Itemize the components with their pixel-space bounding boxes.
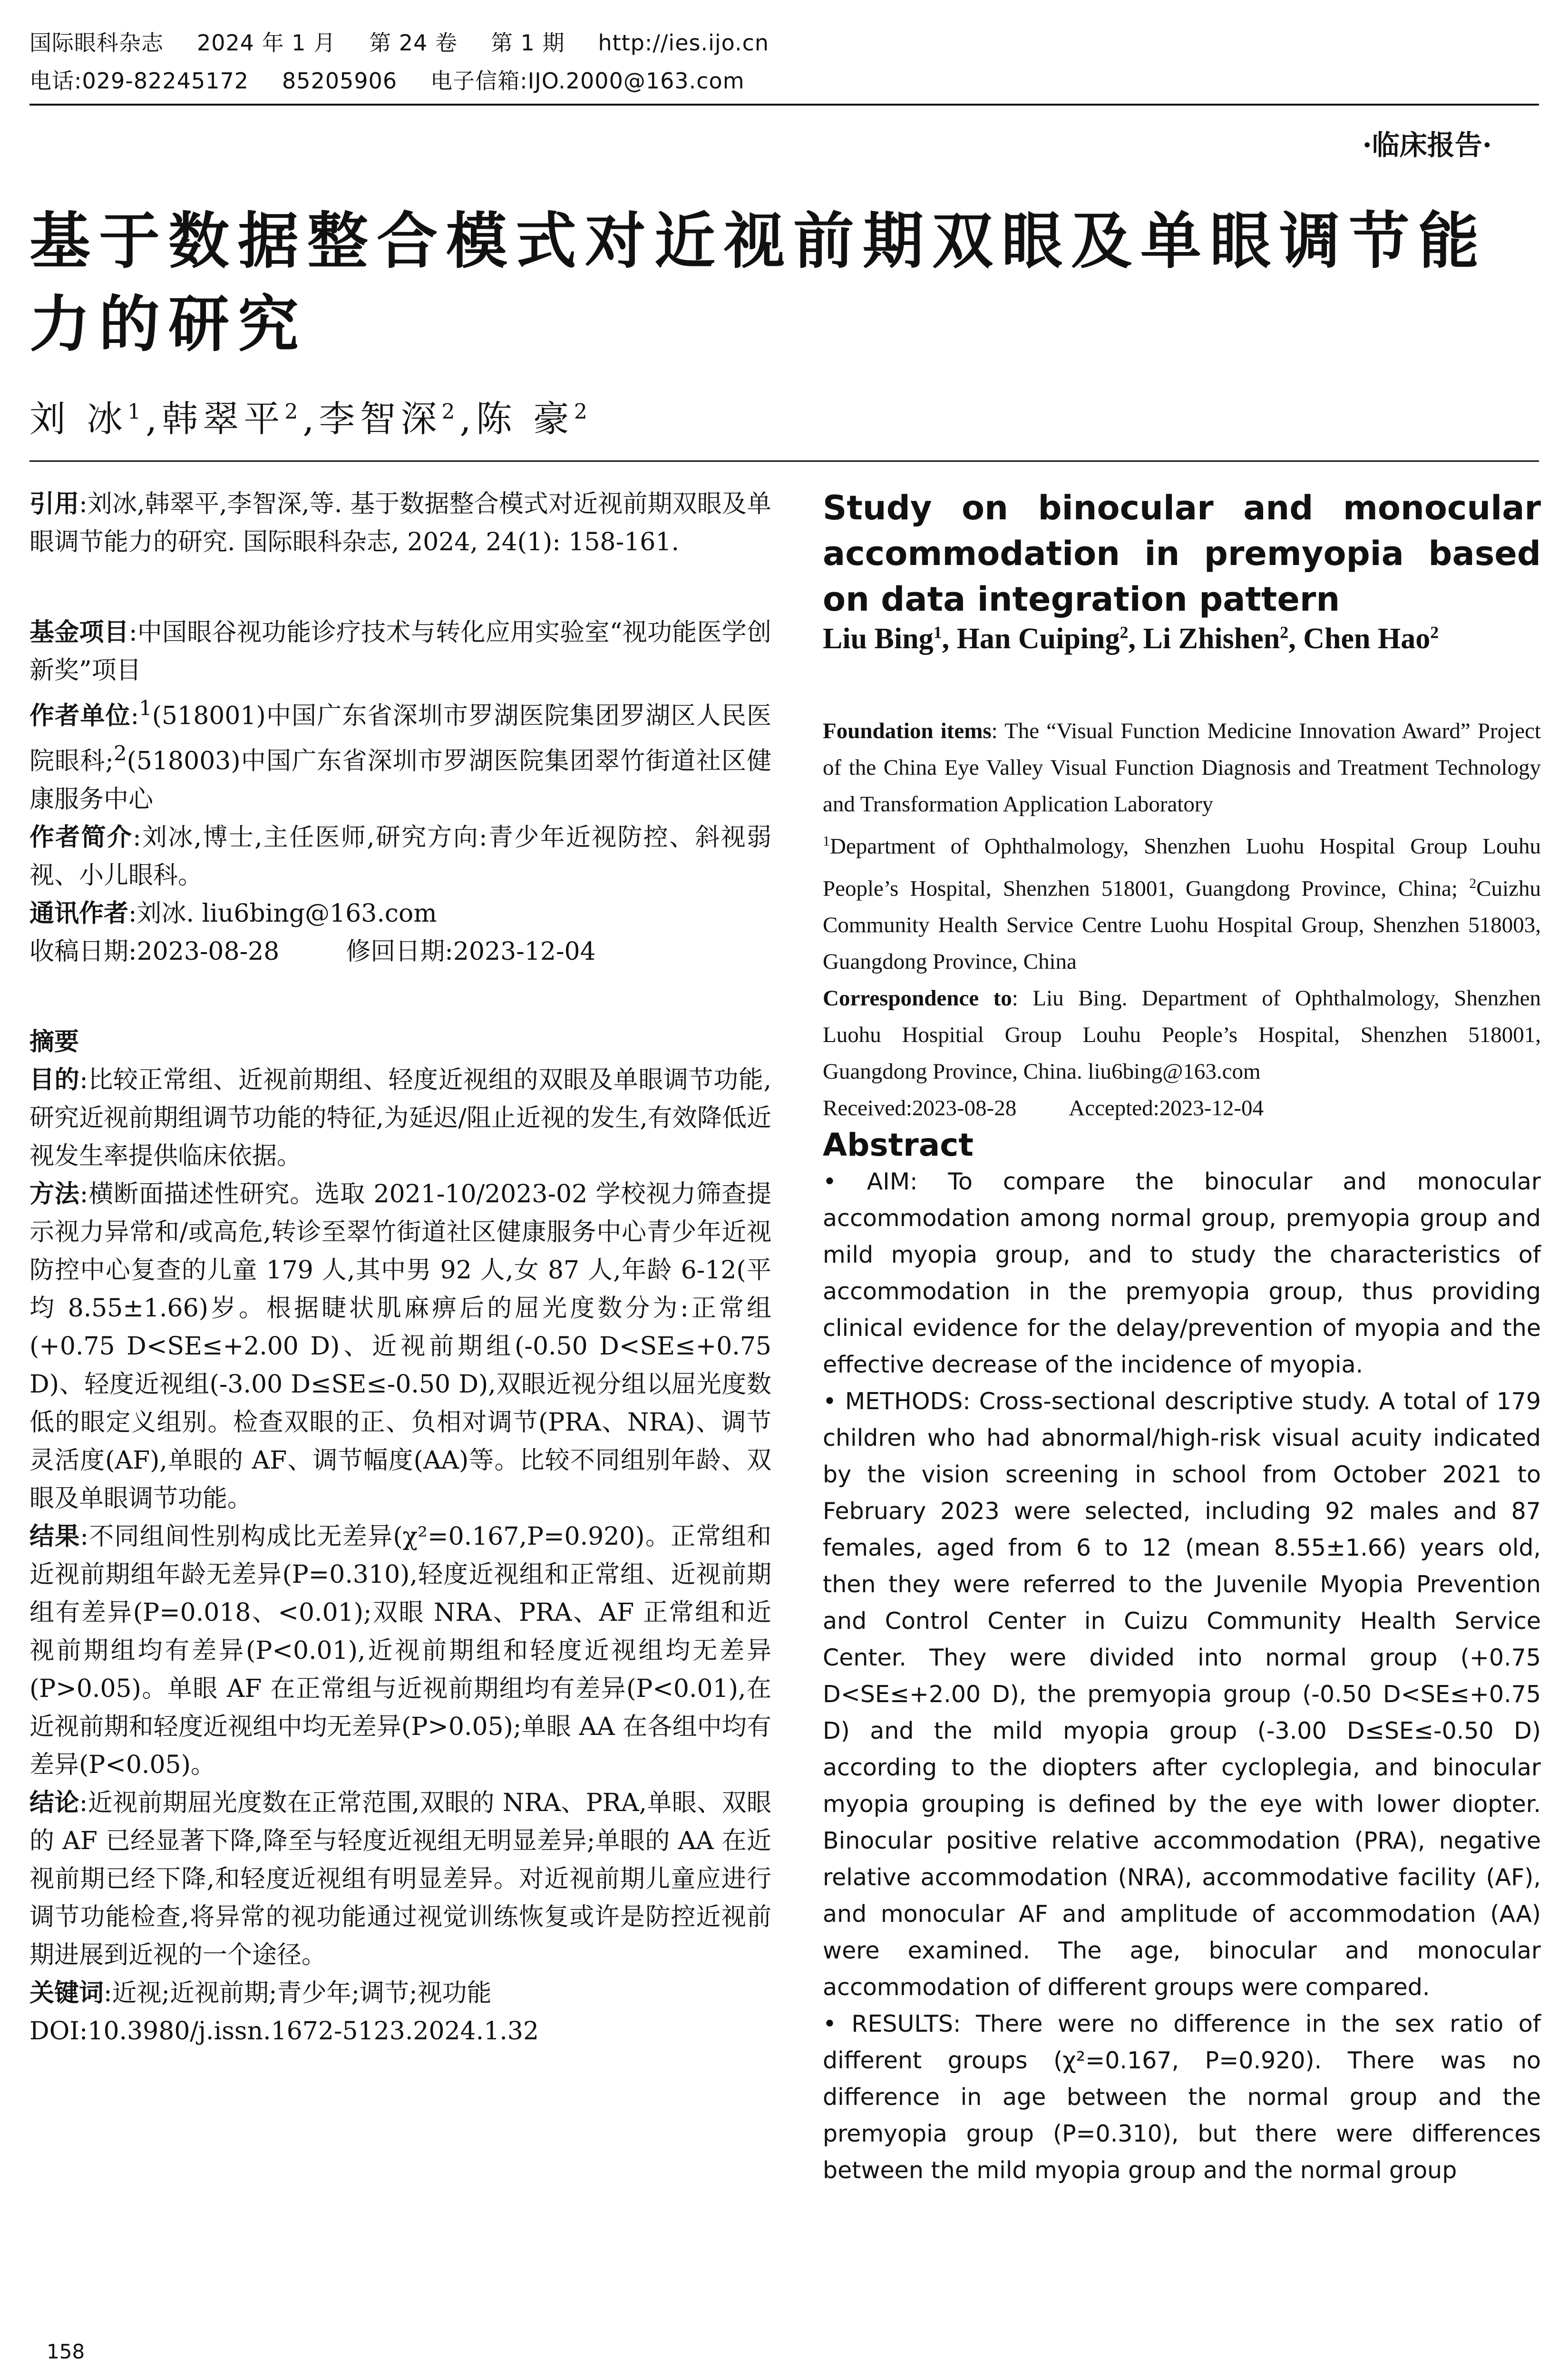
correspondence <box>29 895 771 933</box>
corr-text-en: : Liu Bing. Department of Ophthalmology, Shenzhen Luohu Hospitial Group Louhu People’s Hospital, Shenzhen 518001, Guangdong Province, China. liu6bing@163.com <box>823 986 1541 1084</box>
abstract-english <box>823 1163 1541 2189</box>
bio-label: 作者简介 <box>29 823 133 852</box>
aim-label: 目的 <box>29 1065 80 1094</box>
right-column <box>823 485 1541 2189</box>
left-column <box>29 485 771 2050</box>
phone-2: 85205906 <box>282 68 398 94</box>
methods-label: 方法 <box>29 1179 80 1208</box>
abstract-label: 摘要 <box>29 1027 79 1056</box>
results-label: 结果 <box>29 1522 80 1551</box>
authors-english: Liu Bing$^1$, Han Cuiping$^2$, Li Zhishen$^2$, Chen Hao$^2$ <box>823 623 1439 655</box>
fund-text: :中国眼谷视功能诊疗技术与转化应用实验室“视功能医学创新奖”项目 <box>29 618 771 685</box>
keywords-label: 关键词 <box>29 1978 104 2007</box>
citation-text: :刘冰,韩翠平,李智深,等. 基于数据整合模式对近视前期双眼及单眼调节能力的研究. 国际眼科杂志, 2024, 24(1): 158-161. <box>29 490 771 556</box>
affiliation-mark: 2 <box>1430 623 1439 642</box>
journal-name: 国际眼科杂志 <box>29 30 164 56</box>
affiliation-mark: 2 <box>114 742 127 766</box>
citation-label: 引用 <box>29 490 79 518</box>
author-name: 陈 豪 <box>476 398 574 440</box>
foundation-label: Foundation items <box>823 719 992 743</box>
header-rule <box>29 104 1539 106</box>
unit-text-1: (518001)中国广东省深圳市罗湖医院集团罗湖区人民医院眼科; <box>29 701 771 776</box>
doi[interactable]: DOI:10.3980/j.issn.1672-5123.2024.1.32 <box>29 2017 539 2046</box>
affiliation-mark: 2 <box>441 399 460 424</box>
correspondence-en <box>823 980 1541 1090</box>
affiliation-mark: 2 <box>1280 623 1289 642</box>
fund-label: 基金项目 <box>29 618 129 647</box>
journal-header-line2 <box>29 64 778 95</box>
foundation-en <box>823 713 1541 823</box>
unit-text-2: (518003)中国广东省深圳市罗湖医院集团翠竹街道社区健康服务中心 <box>29 747 771 814</box>
conclusion-text: :近视前期屈光度数在正常范围,双眼的 NRA、PRA,单眼、双眼的 AF 已经显著下降,降至与轻度近视组无明显差异;单眼的 AA 在近视前期已经下降,和轻度近视组有明显差异。对近视前期儿童应进行调节功能检查,将异常的视功能通过视觉训练恢复或许是防控近视前期进展到近视的一个途径。 <box>29 1788 771 1969</box>
title-rule <box>29 460 1539 462</box>
authors-chinese: 刘 冰$^1$,韩翠平$^2$,李智深$^2$,陈 豪$^2$ <box>29 398 592 440</box>
page-number: 158 <box>47 2340 85 2363</box>
bio-text: :刘冰,博士,主任医师,研究方向:青少年近视防控、斜视弱视、小儿眼科。 <box>29 823 771 890</box>
aim-cn <box>29 1061 771 1175</box>
corr-label-en: Correspondence to <box>823 986 1012 1011</box>
affiliation-1: Department of Ophthalmology, Shenzhen Luohu Hospital Group Louhu People’s Hospital, Shenzhen 518001, Guangdong Province, China; <box>823 834 1541 901</box>
author-name: 韩翠平 <box>162 398 285 440</box>
affiliation-2: Cuizhu Community Health Service Centre Luohu Hospital Group, Shenzhen 518003, Guangdong Province, China <box>823 876 1541 974</box>
affiliation-mark: 1 <box>933 623 942 642</box>
received-date-en: Received:2023-08-28 <box>823 1096 1017 1121</box>
affiliation-mark: 2 <box>284 399 303 424</box>
unit-label: 作者单位 <box>29 701 131 731</box>
keywords-cn <box>29 1974 771 2012</box>
author-name: Liu Bing <box>823 623 934 655</box>
author-name: Li Zhishen <box>1143 623 1280 655</box>
aim-en: • AIM: To compare the binocular and monocular accommodation among normal group, premyopia group and mild myopia group, and to study the characteristics of accommodation in the premyopia group, thus providing clinical evidence for the delay/prevention of myopia and the effective decrease of the incidence of myopia. <box>823 1168 1541 1379</box>
affiliation-mark: 1 <box>823 833 830 849</box>
journal-url[interactable]: http://ies.ijo.cn <box>598 30 769 56</box>
journal-header-line1 <box>29 26 802 57</box>
abstract-heading-cn <box>29 1023 771 1061</box>
unit-colon: : <box>130 701 139 731</box>
keywords-text: :近视;近视前期;青少年;调节;视功能 <box>104 1978 492 2007</box>
affiliation-mark: 1 <box>127 399 146 424</box>
author-name: 李智深 <box>319 398 442 440</box>
foundation-text: : The “Visual Function Medicine Innovation Award” Project of the China Eye Valley Visual Function Diagnosis and Treatment Technology and Transformation Application Laboratory <box>823 719 1541 817</box>
received-date: 收稿日期:2023-08-28 <box>29 937 280 966</box>
methods-text: :横断面描述性研究。选取 2021-10/2023-02 学校视力筛查提示视力异常和/或高危,转诊至翠竹街道社区健康服务中心青少年近视防控中心复查的儿童 179 人,其中男 92 人,女 87 人,年龄 6-12(平均 8.55±1.66)岁。根据睫状肌麻痹后的屈光度数分为:正常组(+0.75 D<SE≤+2.00 D)、近视前期组(-0.50 D<SE≤+0.75 D)、轻度近视组(-3.00 D≤SE≤-0.50 D),双眼近视分组以屈光度数低的眼定义组别。检查双眼的正、负相对调节(PRA、NRA)、调节灵活度(AF),单眼的 AF、调节幅度(AA)等。比较不同组别年龄、双眼及单眼调节功能。 <box>29 1179 771 1513</box>
journal-email[interactable]: 电子信箱:IJO.2000@163.com <box>430 68 745 94</box>
results-cn <box>29 1518 771 1784</box>
section-label: ·临床报告· <box>1362 129 1492 161</box>
affiliation-mark: 2 <box>574 399 592 424</box>
author-name: 刘 冰 <box>29 398 128 440</box>
metadata-english <box>823 713 1541 1127</box>
dates-en <box>823 1090 1541 1127</box>
title-chinese: 基于数据整合模式对近视前期双眼及单眼调节能力的研究 <box>29 205 1488 360</box>
conclusion-label: 结论 <box>29 1788 79 1817</box>
phone-1: 电话:029-82245172 <box>29 68 249 94</box>
volume: 第 24 卷 <box>369 30 458 56</box>
affiliation-mark: 2 <box>1469 875 1477 891</box>
abstract-heading-en: Abstract <box>823 1127 974 1164</box>
issue-number: 第 1 期 <box>490 30 565 56</box>
methods-cn <box>29 1175 771 1518</box>
revised-date: 修回日期:2023-12-04 <box>346 937 596 966</box>
author-bio <box>29 818 771 895</box>
results-en: • RESULTS: There were no difference in the sex ratio of different groups (χ²=0.167, P=0.920). There was no difference in age between the normal group and the premyopia group (P=0.310), but there were differences between the mild myopia group and the normal group <box>823 2010 1541 2184</box>
accepted-date-en: Accepted:2023-12-04 <box>1069 1096 1264 1121</box>
citation <box>29 485 771 561</box>
dates <box>29 933 771 971</box>
author-unit <box>29 690 771 818</box>
conclusion-cn <box>29 1784 771 1974</box>
fund <box>29 614 771 690</box>
affiliations-en <box>823 823 1541 980</box>
aim-text: :比较正常组、近视前期组、轻度近视组的双眼及单眼调节功能,研究近视前期组调节功能的特征,为延迟/阻止近视的发生,有效降低近视发生率提供临床依据。 <box>29 1065 771 1170</box>
affiliation-mark: 2 <box>1120 623 1129 642</box>
author-name: Chen Hao <box>1303 623 1431 655</box>
affiliation-mark: 1 <box>139 697 152 721</box>
issue-date: 2024 年 1 月 <box>197 30 336 56</box>
methods-en: • METHODS: Cross-sectional descriptive study. A total of 179 children who had abnormal/high-risk visual acuity indicated by the vision screening in school from October 2021 to February 2023 were selected, including 92 males and 87 females, aged from 6 to 12 (mean 8.55±1.66) years old, then they were referred to the Juvenile Myopia Prevention and Control Center in Cuizu Community Health Service Center. They were divided into normal group (+0.75 D<SE≤+2.00 D), the premyopia group (-0.50 D<SE≤+0.75 D) and the mild myopia group (-3.00 D≤SE≤-0.50 D) according to the diopters after cycloplegia, and binocular myopia grouping is defined by the eye with lower diopter. Binocular positive relative accommodation (PRA), negative relative accommodation (NRA), accommodative facility (AF), and monocular AF and amplitude of accommodation (AA) were examined. The age, binocular and monocular accommodation of different groups were compared. <box>823 1388 1541 2001</box>
results-text: :不同组间性别构成比无差异(χ²=0.167,P=0.920)。正常组和近视前期组年龄无差异(P=0.310),轻度近视组和正常组、近视前期组有差异(P=0.018、<0.01);双眼 NRA、PRA、AF 正常组和近视前期组均有差异(P<0.01),近视前期组和轻度近视组均无差异(P>0.05)。单眼 AF 在正常组与近视前期组均有差异(P<0.01),在近视前期和轻度近视组中均无差异(P>0.05);单眼 AA 在各组中均有差异(P<0.05)。 <box>29 1522 771 1779</box>
corr-label: 通讯作者 <box>29 899 129 928</box>
author-name: Han Cuiping <box>956 623 1120 655</box>
corr-text: :刘冰. liu6bing@163.com <box>128 899 437 928</box>
title-english: Study on binocular and monocular accommodation in premyopia based on data integration pattern <box>823 488 1541 619</box>
